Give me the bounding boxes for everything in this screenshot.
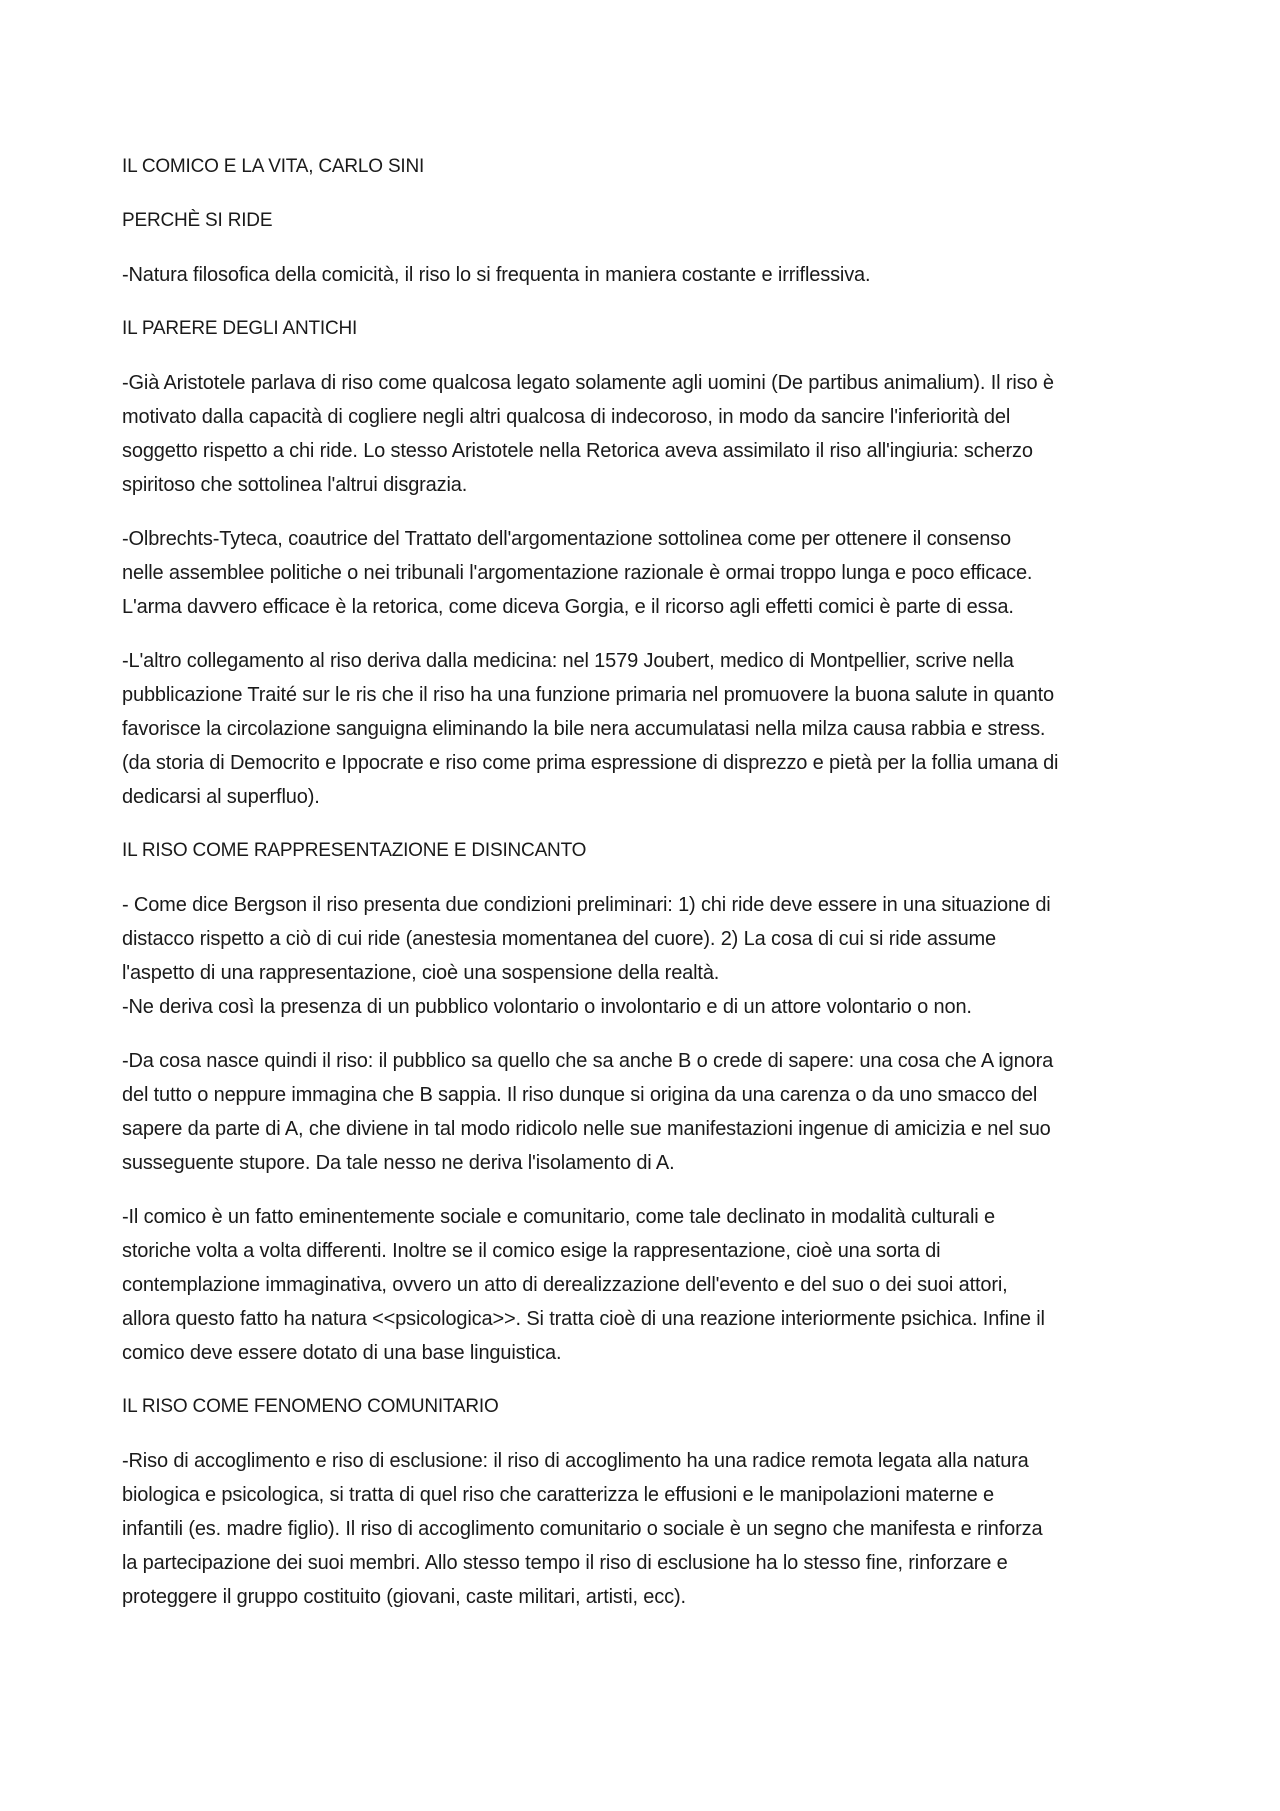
section-heading-antichi: IL PARERE DEGLI ANTICHI bbox=[122, 318, 358, 339]
text-line: allora questo fatto ha natura <<psicologica>>. Si tratta cioè di una reazione interiormente psichica. Infine il bbox=[122, 1308, 1045, 1330]
text-line: comico deve essere dotato di una base linguistica. bbox=[122, 1342, 562, 1364]
text-line: -Il comico è un fatto eminentemente sociale e comunitario, come tale declinato in modalità culturali e bbox=[122, 1206, 995, 1228]
text-line: -Già Aristotele parlava di riso come qualcosa legato solamente agli uomini (De partibus animalium). Il riso è bbox=[122, 372, 1054, 394]
text-line: -Riso di accoglimento e riso di esclusione: il riso di accoglimento ha una radice remota legata alla natura bbox=[122, 1450, 1029, 1472]
text-line: storiche volta a volta differenti. Inoltre se il comico esige la rappresentazione, cioè una sorta di bbox=[122, 1240, 941, 1262]
text-line: sapere da parte di A, che diviene in tal modo ridicolo nelle sue manifestazioni ingenue di amicizia e nel suo bbox=[122, 1118, 1051, 1140]
text-line: soggetto rispetto a chi ride. Lo stesso Aristotele nella Retorica aveva assimilato il riso all'ingiuria: scherzo bbox=[122, 440, 1033, 462]
text-line: -Ne deriva così la presenza di un pubblico volontario o involontario e di un attore volontario o non. bbox=[122, 996, 972, 1018]
document-title: IL COMICO E LA VITA, CARLO SINI bbox=[122, 156, 425, 177]
text-line: motivato dalla capacità di cogliere negli altri qualcosa di indecoroso, in modo da sancire l'inferiorità del bbox=[122, 406, 1011, 428]
text-line: proteggere il gruppo costituito (giovani, caste militari, artisti, ecc). bbox=[122, 1586, 686, 1608]
paragraph-accoglimento bbox=[122, 1444, 1182, 1614]
text-line: biologica e psicologica, si tratta di quel riso che caratterizza le effusioni e le manipolazioni materne e bbox=[122, 1484, 994, 1506]
text-line: contemplazione immaginativa, ovvero un atto di derealizzazione dell'evento e del suo o dei suoi attori, bbox=[122, 1274, 1008, 1296]
document-page bbox=[122, 150, 1182, 1634]
text-line: L'arma davvero efficace è la retorica, come diceva Gorgia, e il ricorso agli effetti comici è parte di essa. bbox=[122, 596, 1014, 618]
text-line: spiritoso che sottolinea l'altrui disgrazia. bbox=[122, 474, 468, 496]
paragraph-aristotele bbox=[122, 366, 1182, 502]
document-subtitle: PERCHÈ SI RIDE bbox=[122, 210, 273, 231]
section-heading-rappresentazione: IL RISO COME RAPPRESENTAZIONE E DISINCANTO bbox=[122, 840, 587, 861]
text-line: -Da cosa nasce quindi il riso: il pubblico sa quello che sa anche B o crede di sapere: una cosa che A ignora bbox=[122, 1050, 1054, 1072]
text-line: la partecipazione dei suoi membri. Allo stesso tempo il riso di esclusione ha lo stesso fine, rinforzare e bbox=[122, 1552, 1008, 1574]
text-line: -Olbrechts-Tyteca, coautrice del Trattato dell'argomentazione sottolinea come per ottenere il consenso bbox=[122, 528, 1011, 550]
text-line: favorisce la circolazione sanguigna eliminando la bile nera accumulatasi nella milza causa rabbia e stress. bbox=[122, 718, 1046, 740]
text-line: -L'altro collegamento al riso deriva dalla medicina: nel 1579 Joubert, medico di Montpellier, scrive nella bbox=[122, 650, 1014, 672]
text-line: l'aspetto di una rappresentazione, cioè una sospensione della realtà. bbox=[122, 962, 720, 984]
text-line: - Come dice Bergson il riso presenta due condizioni preliminari: 1) chi ride deve essere in una situazione di bbox=[122, 894, 1051, 916]
paragraph-origine-riso bbox=[122, 1044, 1182, 1180]
text-line: dedicarsi al superfluo). bbox=[122, 786, 320, 808]
text-line: distacco rispetto a ciò di cui ride (anestesia momentanea del cuore). 2) La cosa di cui si ride assume bbox=[122, 928, 997, 950]
paragraph-comico-sociale bbox=[122, 1200, 1182, 1370]
paragraph-bergson bbox=[122, 888, 1182, 1024]
text-line: infantili (es. madre figlio). Il riso di accoglimento comunitario o sociale è un segno che manifesta e rinforza bbox=[122, 1518, 1043, 1540]
text-line: nelle assemblee politiche o nei tribunali l'argomentazione razionale è ormai troppo lunga e poco efficace. bbox=[122, 562, 1033, 584]
paragraph-joubert bbox=[122, 644, 1182, 814]
section-heading-comunitario: IL RISO COME FENOMENO COMUNITARIO bbox=[122, 1396, 499, 1417]
text-line: (da storia di Democrito e Ippocrate e riso come prima espressione di disprezzo e pietà per la follia umana di bbox=[122, 752, 1059, 774]
text-line: del tutto o neppure immagina che B sappia. Il riso dunque si origina da una carenza o da uno smacco del bbox=[122, 1084, 1038, 1106]
paragraph-olbrechts bbox=[122, 522, 1182, 624]
text-line: pubblicazione Traité sur le ris che il riso ha una funzione primaria nel promuovere la buona salute in quanto bbox=[122, 684, 1054, 706]
intro-paragraph: -Natura filosofica della comicità, il riso lo si frequenta in maniera costante e irriflessiva. bbox=[122, 264, 871, 286]
text-line: susseguente stupore. Da tale nesso ne deriva l'isolamento di A. bbox=[122, 1152, 675, 1174]
